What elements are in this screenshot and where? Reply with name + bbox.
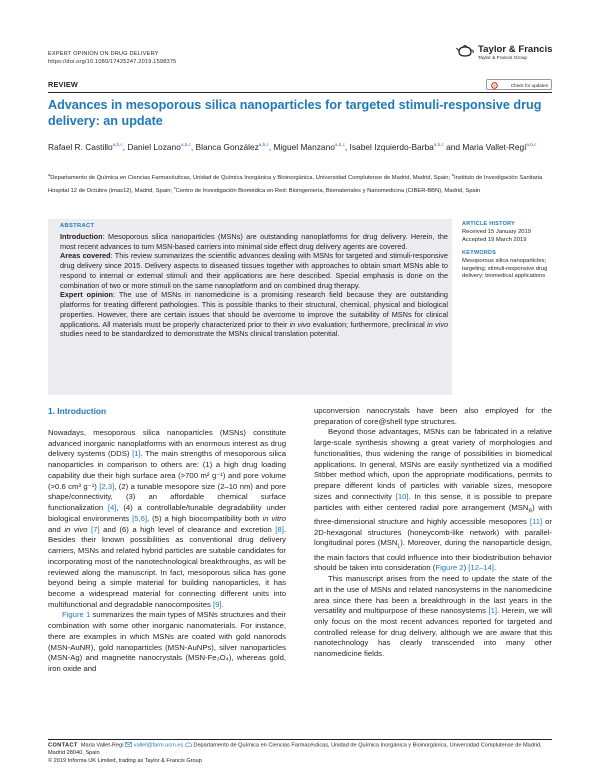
body-column-right bbox=[314, 406, 552, 660]
publisher-group: Taylor & Francis Group bbox=[478, 56, 528, 61]
author-affiliation-marker: a,b,c bbox=[180, 142, 191, 147]
article-type: REVIEW bbox=[48, 80, 78, 89]
abstract-introduction: Introduction: Mesoporous silica nanoparticles (MSNs) are outstanding nanoplatforms for drug delivery. Herein, the most recent advances to turn MSN-based carriers into minimal side effect drug delivery agents are covered. bbox=[60, 231, 448, 251]
check-for-updates-button[interactable] bbox=[486, 79, 552, 90]
history-heading: ARTICLE HISTORY bbox=[462, 221, 516, 227]
italic-term: in vitro bbox=[262, 513, 286, 523]
author-name: Isabel Izquierdo-Barba bbox=[349, 142, 434, 152]
author-list: Rafael R. Castillo$^{a,b,c}$, Daniel Lozano$^{a,b,c}$, Blanca González$^{a,b,c}$, Miguel Manzano$^{a,b,c}$, Isabel Izquierdo-Barba$^{a,b,c}$ and Maria Vallet-Regí$^{a,b,c}$ bbox=[48, 142, 537, 152]
article-title: Advances in mesoporous silica nanoparticles for targeted stimuli-responsive drug delivery: an update bbox=[48, 98, 542, 128]
author-affiliation-marker: a,b,c bbox=[334, 142, 345, 147]
subscript: R bbox=[528, 508, 533, 515]
author-affiliation-marker: a,b,c bbox=[258, 142, 269, 147]
abstract-heading: ABSTRACT bbox=[60, 223, 95, 229]
citation-link[interactable]: [8] bbox=[275, 524, 284, 534]
abstract-expert-opinion: Expert opinion: The use of MSNs in nanomedicine is a promising research field because they are outstanding platforms for treating different pathologies. This is possible thanks to their structural, chemical, physical and biological properties. However, there are certain issues that should be overcome to improve the suitability of MSNs for clinical applications. All materials must be properly characterized prior to their in vivo evaluation; furthermore, preclinical in vivo studies need to be standardized to demonstrate the MSNs clinical translation potential. bbox=[60, 290, 449, 339]
publisher-name: Taylor & Francis bbox=[478, 44, 553, 55]
doi-link[interactable]: https://doi.org/10.1080/17425247.2019.1598375 bbox=[48, 59, 177, 65]
journal-header bbox=[48, 50, 176, 66]
affiliation-marker: c bbox=[173, 185, 176, 191]
paragraph-3: upconversion nanocrystals have been also employed for the preparation of core@shell type structures. bbox=[314, 406, 552, 426]
abstract bbox=[60, 222, 448, 339]
citation-link[interactable]: [4] bbox=[107, 503, 117, 513]
copyright: © 2019 Informa UK Limited, trading as Taylor & Francis Group bbox=[48, 757, 202, 764]
author-name: Miguel Manzano bbox=[273, 142, 335, 152]
email-icon bbox=[125, 742, 132, 747]
author-affiliation-marker: a,b,c bbox=[433, 142, 444, 147]
author-name: Daniel Lozano bbox=[127, 142, 181, 152]
citation-link[interactable]: Figure 1 bbox=[62, 610, 91, 620]
author-affiliation-marker: a,b,c bbox=[526, 142, 537, 147]
footer-divider bbox=[48, 739, 552, 740]
contact-email[interactable]: vallet@farm.ucm.es bbox=[133, 742, 184, 749]
teapot-icon bbox=[456, 42, 474, 60]
keywords: Mesoporous silica nanoparticles; targeting; stimuli-responsive drug delivery; biomedical applications bbox=[462, 257, 548, 280]
author-affiliation-marker: a,b,c bbox=[112, 142, 123, 147]
author-name: and Maria Vallet-Regí bbox=[446, 142, 527, 152]
address-icon bbox=[185, 742, 192, 747]
citation-link[interactable]: [7] bbox=[91, 524, 100, 534]
citation-link[interactable]: [12–14] bbox=[468, 563, 494, 573]
contact-line bbox=[48, 742, 558, 758]
citation-link[interactable]: [11] bbox=[529, 516, 543, 526]
contact-name: Maria Vallet-Regí bbox=[80, 742, 124, 749]
affiliations bbox=[48, 170, 558, 197]
refresh-icon bbox=[491, 82, 498, 89]
citation-link[interactable]: [5,6] bbox=[132, 513, 148, 523]
subscript: L bbox=[397, 543, 401, 550]
header-divider bbox=[48, 92, 552, 93]
received-date: Received 15 January 2019 bbox=[462, 228, 531, 235]
citation-link[interactable]: [1] bbox=[488, 606, 498, 616]
publisher-logo[interactable] bbox=[456, 42, 576, 64]
abstract-areas-covered: Areas covered: This review summarizes the scientific advances dealing with MSNs for targeted and stimuli-responsive drug delivery since 2015. Delivery aspects to diseased tissues together with approaches to obtain smart MSNs able to respond to internal or external stimuli and their applications are here described. Special emphasis is done on the combination of two or more stimuli on the same nanoplatform and on combined drug therapy. bbox=[60, 251, 448, 290]
affiliation-text: Instituto de Investigación Sanitaria Hospital 12 de Octubre (imas12), Madrid, Spain; bbox=[48, 174, 543, 195]
paragraph-5: This manuscript arises from the need to update the state of the art in the use of MSNs and related nanosystems in the nanomedicine area since there has been a breakthrough in the last years in the versatility and multipurpose of these nanosystems [1]. Herein, we will only focus on the most recent advances reported for targeted and controlled release for drug delivery, although we are aware that this nanotechnology has clearly transcended into many other nanomedicine fields. bbox=[314, 574, 553, 659]
affiliation-text: Departamento de Química en Ciencias Farmacéuticas, Unidad de Química Inorgánica y Bioinorgánica, Universidad Complutense de Madrid, Madrid, Spain; bbox=[50, 174, 452, 181]
body-column-left bbox=[48, 406, 286, 675]
contact-address: Departamento de Química en Ciencias Farmacéuticas, Unidad de Química Inorgánica y Bioinorgánica, Universidad Complutense de Madrid, Madrid 28040, Spain bbox=[48, 742, 542, 757]
citation-link[interactable]: [10] bbox=[395, 491, 409, 501]
contact-label: CONTACT bbox=[48, 742, 78, 749]
paragraph-2: Figure 1 summarizes the main types of MSNs structures and their combination with some other inorganic nanomaterials. For instance, there are examples in which MSNs are coated with gold nanorods (MSN-AuNR), gold nanoparticles (MSN-AuNPs), silver nanoparticles (MSN-Ag) and magnetite nanocrystals (MSN-Fe₃O₄), whereas gold, iron oxide and bbox=[48, 610, 287, 674]
journal-name: EXPERT OPINION ON DRUG DELIVERY bbox=[48, 51, 159, 57]
citation-link[interactable]: [9] bbox=[212, 599, 222, 609]
affiliation-text: Centro de Investigación Biomédica en Red: Bioingeniería, Biomateriales y Nanomedicina (CIBER-BBN), Madrid, Spain bbox=[175, 188, 481, 195]
citation-link[interactable]: Figure 2 bbox=[435, 563, 464, 573]
check-for-updates-label: Check for updates bbox=[510, 83, 548, 88]
affiliation-marker: a bbox=[48, 172, 51, 177]
citation-link[interactable]: [2,3] bbox=[99, 481, 115, 491]
section-heading-introduction: 1. Introduction bbox=[48, 406, 107, 416]
footer bbox=[48, 742, 558, 766]
keywords-heading: KEYWORDS bbox=[462, 249, 497, 256]
article-history bbox=[462, 221, 562, 281]
paragraph-4: Beyond those advantages, MSNs can be fabricated in a relative large-scale synthesis showing a great variety of morphologies and functionalities, thus widening the range of possibilities in biomedical applications. In general, MSNs are easily synthetized via a modified Stöber method which, upon the appropriate modifications, permits to prepare different kinds of particles with variable sizes, mesopore sizes and connectivity [10]. In this sense, it is possible to prepare particles with either centered radial pore arrangement $(MSN_R)$ with three-dimensional structure and highly accessible mesopores [11] or 2D-hexagonal structures (honeycomb-like network) with parallel-longitudinal pores $(MSN_L)$. Moreover, during the nanoparticle design, the main factors that could influence into their biodistribution behavior should be taken into consideration (Figure 2) [12–14]. bbox=[314, 427, 552, 573]
accepted-date: Accepted 19 March 2019 bbox=[462, 236, 527, 243]
italic-term: in vivo bbox=[64, 524, 88, 534]
author-name: Rafael R. Castillo bbox=[48, 142, 113, 152]
affiliation-marker: b bbox=[451, 172, 454, 177]
paragraph-1: Nowadays, mesoporous silica nanoparticles (MSNs) constitute advanced inorganic nanoplatforms with an enormous interest as drug delivery systems (DDS) [1]. The main strengths of mesoporous silica nanoparticles in comparison to others are: (1) a high drug loading capability due their high surface area (>700 m² g⁻¹) and pore volume (>0.6 cm³ g⁻¹) [2,3], (2) a tunable mesopore size (2–10 nm) and pore shape/connectivity, (3) an affordable chemical surface functionalization [4], (4) a controllable/tunable degradability under biological environments [5,6], (5) a high biocompatibility both in vitro and in vivo [7] and (6) a high level of clearance and excretion [8]. Besides their known possibilities as conventional drug delivery carriers, MSNs and related hybrid particles are suitable candidates for incorporating most of the nanotechnological breakthroughs, as will be reviewed along the manuscript. In fact, mesoporous silica has gone beyond being a simple material for building nanoparticles, it has become a widespread material for connecting different units into multifunctional and degradable nanocomposites [9]. bbox=[48, 428, 286, 609]
author-name: Blanca González bbox=[195, 142, 259, 152]
citation-link[interactable]: [1] bbox=[132, 449, 141, 459]
